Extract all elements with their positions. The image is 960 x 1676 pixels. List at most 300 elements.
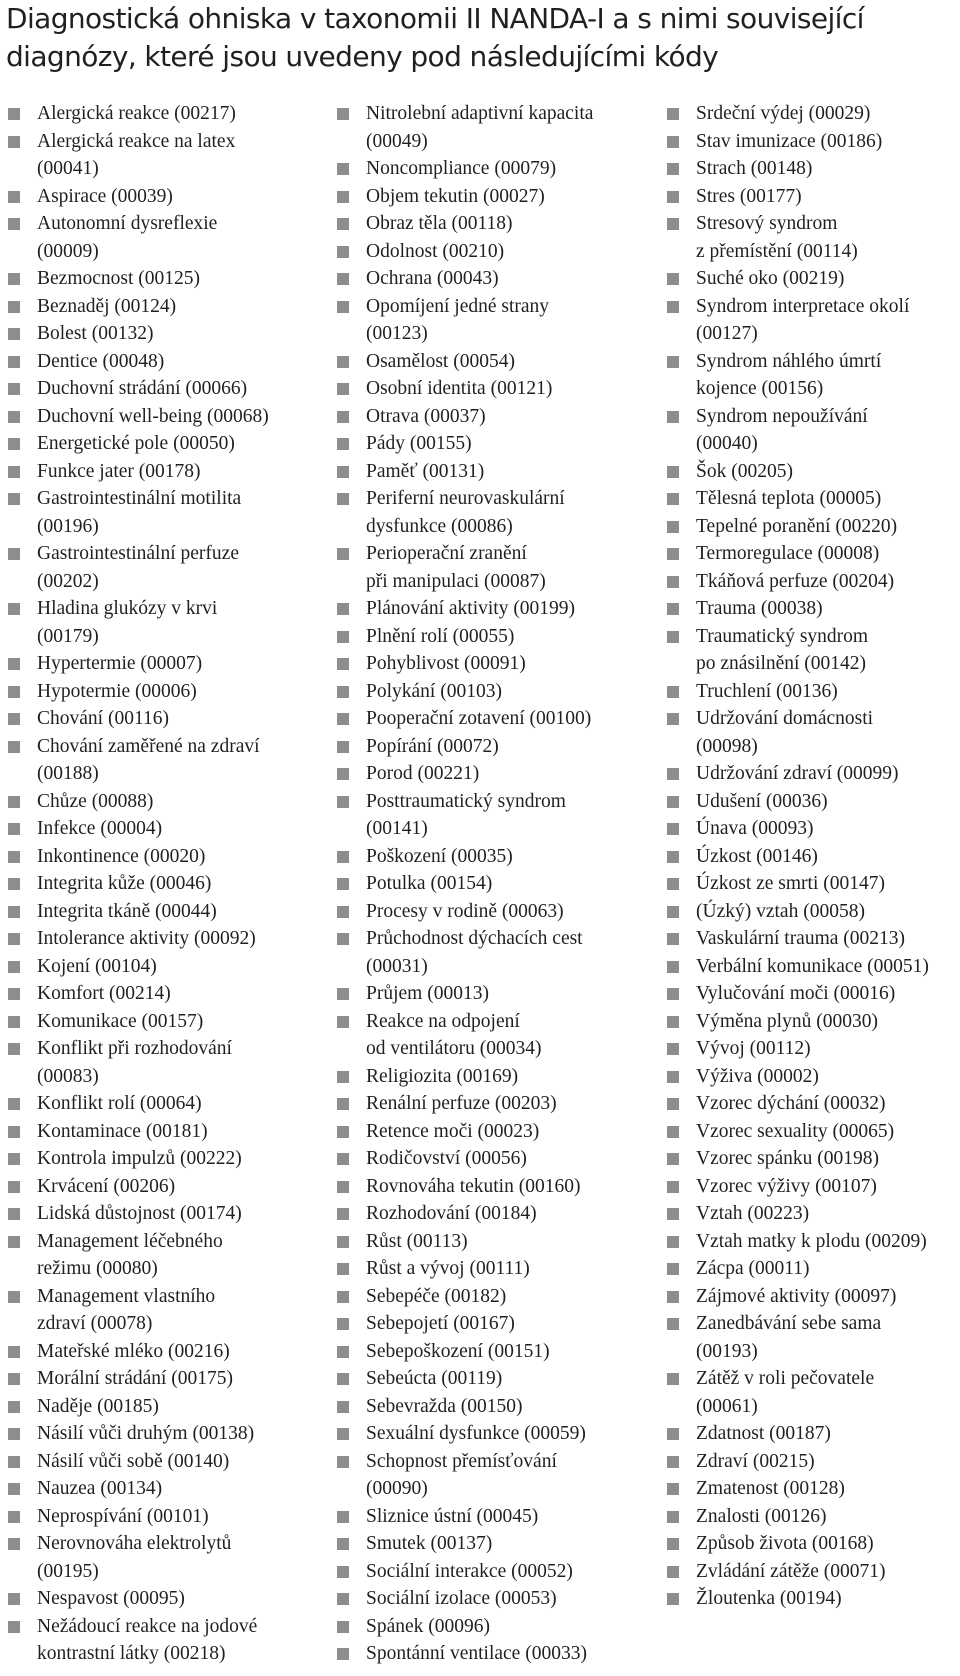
diagnosis-text: Intolerance aktivity (00092) — [37, 928, 256, 949]
diagnosis-item — [337, 1173, 655, 1201]
square-bullet-icon — [667, 1181, 679, 1193]
diagnosis-item — [337, 1448, 655, 1503]
diagnosis-item — [337, 760, 655, 788]
diagnosis-item — [667, 815, 957, 843]
diagnosis-item — [337, 238, 655, 266]
diagnosis-text: Tepelné poranění (00220) — [696, 515, 898, 537]
square-bullet-icon — [8, 493, 20, 505]
square-bullet-icon — [8, 906, 20, 918]
diagnosis-item — [337, 1008, 655, 1063]
diagnosis-text: zdraví (00078) — [37, 1313, 153, 1334]
square-bullet-icon — [667, 878, 679, 890]
diagnosis-text: Vztah matky k plodu (00209) — [696, 1230, 927, 1252]
diagnosis-text: Otrava (00037) — [366, 405, 486, 427]
diagnosis-item — [337, 1613, 655, 1641]
diagnosis-text: Rodičovství (00056) — [366, 1148, 527, 1169]
diagnosis-item — [8, 1173, 326, 1201]
diagnosis-text: Management vlastního — [37, 1285, 216, 1307]
diagnosis-text: (00031) — [366, 955, 428, 977]
diagnosis-item — [337, 843, 655, 871]
diagnosis-item — [667, 513, 957, 541]
diagnosis-text: od ventilátoru (00034) — [366, 1038, 542, 1059]
square-bullet-icon — [8, 1401, 20, 1413]
diagnosis-text: Zácpa (00011) — [696, 1258, 810, 1279]
square-bullet-icon — [337, 1098, 349, 1110]
diagnosis-text: Úzkost (00146) — [696, 845, 818, 867]
diagnosis-item — [667, 1035, 957, 1063]
square-bullet-icon — [337, 273, 349, 285]
diagnosis-text: Krvácení (00206) — [37, 1175, 176, 1197]
square-bullet-icon — [667, 768, 679, 780]
diagnosis-item — [337, 265, 655, 293]
diagnosis-text: Renální perfuze (00203) — [366, 1093, 557, 1114]
diagnosis-item — [667, 128, 957, 156]
diagnosis-text: (00202) — [37, 570, 99, 592]
diagnosis-text: Sebeúcta (00119) — [366, 1368, 503, 1389]
diagnosis-item — [337, 100, 655, 155]
square-bullet-icon — [337, 1153, 349, 1165]
diagnosis-item — [667, 183, 957, 211]
diagnosis-text: Hypertermie (00007) — [37, 653, 203, 674]
diagnosis-text: Sociální interakce (00052) — [366, 1560, 573, 1582]
square-bullet-icon — [667, 1071, 679, 1083]
diagnosis-text: (00083) — [37, 1065, 99, 1087]
square-bullet-icon — [337, 1621, 349, 1633]
diagnosis-text: Zanedbávání sebe sama — [696, 1313, 882, 1334]
square-bullet-icon — [337, 713, 349, 725]
square-bullet-icon — [337, 191, 349, 203]
square-bullet-icon — [8, 658, 20, 670]
diagnosis-text: Noncompliance (00079) — [366, 158, 557, 179]
diagnosis-column-2 — [337, 100, 655, 1668]
diagnosis-text: kojence (00156) — [696, 378, 824, 399]
diagnosis-text: Alergická reakce (00217) — [37, 103, 236, 124]
square-bullet-icon — [667, 191, 679, 203]
diagnosis-item — [8, 1228, 326, 1283]
diagnosis-item — [667, 293, 957, 348]
square-bullet-icon — [8, 191, 20, 203]
square-bullet-icon — [8, 438, 20, 450]
diagnosis-text: Spontánní ventilace (00033) — [366, 1643, 587, 1664]
diagnosis-item — [667, 788, 957, 816]
diagnosis-text: Komfort (00214) — [37, 983, 171, 1004]
square-bullet-icon — [8, 136, 20, 148]
diagnosis-text: Trauma (00038) — [696, 598, 823, 619]
diagnosis-item — [8, 183, 326, 211]
square-bullet-icon — [667, 163, 679, 175]
diagnosis-text: Výměna plynů (00030) — [696, 1010, 878, 1032]
diagnosis-text: Průchodnost dýchacích cest — [366, 928, 583, 949]
diagnosis-text: Religiozita (00169) — [366, 1065, 519, 1087]
diagnosis-text: (00195) — [37, 1560, 99, 1582]
diagnosis-text: Chování zaměřené na zdraví — [37, 735, 260, 757]
square-bullet-icon — [8, 823, 20, 835]
diagnosis-text: Stres (00177) — [696, 185, 802, 207]
square-bullet-icon — [8, 328, 20, 340]
diagnosis-text: Bolest (00132) — [37, 323, 154, 344]
diagnosis-item — [667, 1228, 957, 1256]
diagnosis-text: Poškození (00035) — [366, 845, 513, 867]
diagnosis-text: režimu (00080) — [37, 1258, 158, 1279]
diagnosis-item — [8, 815, 326, 843]
diagnosis-text: Ochrana (00043) — [366, 268, 499, 289]
diagnosis-text: Násilí vůči druhým (00138) — [37, 1423, 255, 1444]
diagnosis-item — [8, 293, 326, 321]
diagnosis-item — [8, 925, 326, 953]
diagnosis-text: Způsob života (00168) — [696, 1533, 874, 1554]
diagnosis-item — [8, 650, 326, 678]
diagnosis-text: Porod (00221) — [366, 763, 480, 784]
diagnosis-item — [337, 623, 655, 651]
diagnosis-item — [337, 733, 655, 761]
diagnosis-item — [667, 1420, 957, 1448]
square-bullet-icon — [337, 356, 349, 368]
diagnosis-text: Zájmové aktivity (00097) — [696, 1285, 897, 1307]
diagnosis-item — [337, 1145, 655, 1173]
diagnosis-item — [337, 293, 655, 348]
diagnosis-item — [667, 568, 957, 596]
diagnosis-item — [337, 1283, 655, 1311]
square-bullet-icon — [8, 411, 20, 423]
square-bullet-icon — [667, 136, 679, 148]
square-bullet-icon — [337, 1511, 349, 1523]
square-bullet-icon — [8, 273, 20, 285]
diagnosis-text: Konflikt rolí (00064) — [37, 1093, 202, 1114]
square-bullet-icon — [337, 1538, 349, 1550]
diagnosis-text: Naděje (00185) — [37, 1395, 159, 1417]
square-bullet-icon — [667, 686, 679, 698]
square-bullet-icon — [8, 1538, 20, 1550]
diagnosis-text: (00127) — [696, 323, 758, 344]
diagnosis-item — [337, 540, 655, 595]
diagnosis-item — [8, 1200, 326, 1228]
square-bullet-icon — [8, 108, 20, 120]
diagnosis-text: (00009) — [37, 240, 99, 262]
square-bullet-icon — [667, 1538, 679, 1550]
diagnosis-text: Objem tekutin (00027) — [366, 185, 545, 207]
square-bullet-icon — [337, 603, 349, 615]
diagnosis-item — [337, 1530, 655, 1558]
square-bullet-icon — [8, 301, 20, 313]
diagnosis-item — [337, 1228, 655, 1256]
diagnosis-text: Vývoj (00112) — [696, 1038, 811, 1059]
diagnosis-text: Konflikt při rozhodování — [37, 1038, 232, 1059]
diagnosis-item — [8, 1365, 326, 1393]
square-bullet-icon — [337, 1071, 349, 1083]
diagnosis-text: z přemístění (00114) — [696, 240, 858, 262]
diagnosis-text: (00179) — [37, 625, 99, 647]
diagnosis-item — [8, 1503, 326, 1531]
diagnosis-text: Chůze (00088) — [37, 790, 154, 812]
square-bullet-icon — [8, 466, 20, 478]
diagnosis-text: Syndrom interpretace okolí — [696, 295, 910, 317]
square-bullet-icon — [667, 273, 679, 285]
square-bullet-icon — [337, 1648, 349, 1660]
diagnosis-item — [337, 595, 655, 623]
diagnosis-text: Šok (00205) — [696, 460, 793, 482]
diagnosis-item — [667, 898, 957, 926]
diagnosis-text: Morální strádání (00175) — [37, 1368, 234, 1389]
diagnosis-text: Polykání (00103) — [366, 680, 502, 702]
diagnosis-item — [8, 1420, 326, 1448]
diagnosis-text: (00041) — [37, 158, 99, 179]
diagnosis-item — [667, 980, 957, 1008]
square-bullet-icon — [667, 548, 679, 560]
diagnosis-text: Reakce na odpojení — [366, 1010, 520, 1032]
diagnosis-item — [8, 1035, 326, 1090]
diagnosis-item — [8, 980, 326, 1008]
square-bullet-icon — [337, 1181, 349, 1193]
diagnosis-text: Management léčebného — [37, 1230, 223, 1252]
diagnosis-item — [337, 485, 655, 540]
diagnosis-text: Tkáňová perfuze (00204) — [696, 570, 895, 592]
square-bullet-icon — [667, 1043, 679, 1055]
square-bullet-icon — [667, 1373, 679, 1385]
diagnosis-text: Nežádoucí reakce na jodové — [37, 1615, 258, 1637]
square-bullet-icon — [8, 1483, 20, 1495]
diagnosis-item — [8, 705, 326, 733]
diagnosis-text: Žloutenka (00194) — [696, 1588, 842, 1609]
square-bullet-icon — [667, 1126, 679, 1138]
square-bullet-icon — [667, 1153, 679, 1165]
diagnosis-item — [8, 210, 326, 265]
diagnosis-text: Zdatnost (00187) — [696, 1423, 831, 1444]
diagnosis-text: Kontrola impulzů (00222) — [37, 1148, 242, 1169]
diagnosis-text: Sexuální dysfunkce (00059) — [366, 1423, 586, 1444]
diagnosis-text: Nespavost (00095) — [37, 1588, 185, 1609]
diagnosis-item — [337, 1090, 655, 1118]
diagnosis-text: Sebepéče (00182) — [366, 1285, 507, 1307]
diagnosis-text: Osobní identita (00121) — [366, 378, 553, 399]
diagnosis-text: kontrastní látky (00218) — [37, 1643, 226, 1664]
diagnosis-text: Plánování aktivity (00199) — [366, 598, 576, 619]
diagnosis-item — [667, 1310, 957, 1365]
square-bullet-icon — [8, 1236, 20, 1248]
square-bullet-icon — [8, 1153, 20, 1165]
square-bullet-icon — [8, 1346, 20, 1358]
diagnosis-text: Sebevražda (00150) — [366, 1395, 523, 1417]
diagnosis-text: Energetické pole (00050) — [37, 433, 235, 454]
square-bullet-icon — [8, 796, 20, 808]
diagnosis-item — [8, 128, 326, 183]
diagnosis-text: Traumatický syndrom — [696, 625, 869, 647]
diagnosis-item — [667, 1008, 957, 1036]
diagnosis-item — [8, 1090, 326, 1118]
diagnosis-text: Stav imunizace (00186) — [696, 130, 883, 152]
square-bullet-icon — [667, 301, 679, 313]
diagnosis-item — [8, 1530, 326, 1585]
diagnosis-item — [8, 1585, 326, 1613]
diagnosis-item — [667, 155, 957, 183]
square-bullet-icon — [667, 1428, 679, 1440]
diagnosis-text: Vzorec výživy (00107) — [696, 1175, 877, 1197]
diagnosis-text: Nerovnováha elektrolytů — [37, 1533, 232, 1554]
square-bullet-icon — [337, 301, 349, 313]
square-bullet-icon — [337, 1373, 349, 1385]
diagnosis-text: Infekce (00004) — [37, 818, 163, 839]
diagnosis-item — [667, 540, 957, 568]
square-bullet-icon — [337, 768, 349, 780]
diagnosis-text: (00098) — [696, 735, 758, 757]
diagnosis-column-3 — [667, 100, 957, 1613]
diagnosis-item — [8, 1008, 326, 1036]
diagnosis-text: Pády (00155) — [366, 433, 472, 454]
diagnosis-item — [667, 678, 957, 706]
square-bullet-icon — [337, 466, 349, 478]
diagnosis-item — [8, 1613, 326, 1668]
diagnosis-text: Paměť (00131) — [366, 460, 485, 482]
diagnosis-item — [337, 870, 655, 898]
square-bullet-icon — [8, 383, 20, 395]
diagnosis-text: Procesy v rodině (00063) — [366, 900, 564, 922]
square-bullet-icon — [337, 246, 349, 258]
diagnosis-text: Verbální komunikace (00051) — [696, 955, 929, 977]
diagnosis-text: Funkce jater (00178) — [37, 460, 201, 482]
diagnosis-item — [337, 1200, 655, 1228]
square-bullet-icon — [667, 493, 679, 505]
square-bullet-icon — [8, 1428, 20, 1440]
diagnosis-text: Sebepojetí (00167) — [366, 1313, 515, 1334]
square-bullet-icon — [667, 576, 679, 588]
diagnosis-text: Osamělost (00054) — [366, 350, 515, 372]
diagnosis-item — [667, 1365, 957, 1420]
square-bullet-icon — [667, 218, 679, 230]
diagnosis-text: Smutek (00137) — [366, 1533, 493, 1554]
square-bullet-icon — [337, 1263, 349, 1275]
square-bullet-icon — [337, 933, 349, 945]
diagnosis-text: Znalosti (00126) — [696, 1505, 827, 1527]
diagnosis-text: Vzorec dýchání (00032) — [696, 1093, 886, 1114]
diagnosis-text: Nauzea (00134) — [37, 1478, 163, 1499]
diagnosis-item — [337, 705, 655, 733]
diagnosis-item — [337, 1503, 655, 1531]
diagnosis-item — [8, 1448, 326, 1476]
diagnosis-text: Hladina glukózy v krvi — [37, 598, 218, 619]
square-bullet-icon — [337, 1208, 349, 1220]
square-bullet-icon — [337, 1126, 349, 1138]
diagnosis-text: Srdeční výdej (00029) — [696, 103, 871, 124]
diagnosis-text: Vztah (00223) — [696, 1203, 810, 1224]
diagnosis-text: (00188) — [37, 763, 99, 784]
square-bullet-icon — [8, 1373, 20, 1385]
square-bullet-icon — [337, 1016, 349, 1028]
diagnosis-text: Duchovní well-being (00068) — [37, 405, 269, 427]
diagnosis-text: Integrita tkáně (00044) — [37, 900, 217, 922]
square-bullet-icon — [8, 933, 20, 945]
diagnosis-item — [8, 320, 326, 348]
diagnosis-text: Suché oko (00219) — [696, 268, 845, 289]
diagnosis-text: Mateřské mléko (00216) — [37, 1340, 230, 1362]
diagnosis-text: Perioperační zranění — [366, 543, 527, 564]
square-bullet-icon — [667, 988, 679, 1000]
diagnosis-text: Zdraví (00215) — [696, 1450, 815, 1472]
square-bullet-icon — [667, 1456, 679, 1468]
diagnosis-item — [667, 1585, 957, 1613]
square-bullet-icon — [337, 851, 349, 863]
diagnosis-item — [337, 348, 655, 376]
diagnosis-text: (00061) — [696, 1395, 758, 1417]
square-bullet-icon — [337, 1593, 349, 1605]
diagnosis-item — [667, 623, 957, 678]
diagnosis-item — [337, 1558, 655, 1586]
diagnosis-text: Průjem (00013) — [366, 983, 489, 1004]
square-bullet-icon — [667, 603, 679, 615]
square-bullet-icon — [8, 356, 20, 368]
diagnosis-text: Vaskulární trauma (00213) — [696, 928, 906, 949]
diagnosis-item — [337, 925, 655, 980]
diagnosis-text: Periferní neurovaskulární — [366, 488, 565, 509]
diagnosis-item — [337, 650, 655, 678]
diagnosis-text: (Úzký) vztah (00058) — [696, 900, 865, 922]
diagnosis-text: Růst a vývoj (00111) — [366, 1258, 530, 1279]
diagnosis-text: Tělesná teplota (00005) — [696, 488, 882, 509]
diagnosis-item — [8, 870, 326, 898]
square-bullet-icon — [8, 1593, 20, 1605]
diagnosis-text: Bezmocnost (00125) — [37, 268, 201, 289]
square-bullet-icon — [337, 383, 349, 395]
square-bullet-icon — [8, 1621, 20, 1633]
square-bullet-icon — [337, 1291, 349, 1303]
diagnosis-item — [337, 375, 655, 403]
square-bullet-icon — [337, 1456, 349, 1468]
square-bullet-icon — [667, 713, 679, 725]
diagnosis-text: (00090) — [366, 1478, 428, 1499]
diagnosis-text: Rozhodování (00184) — [366, 1203, 537, 1224]
square-bullet-icon — [337, 163, 349, 175]
diagnosis-text: (00196) — [37, 515, 99, 537]
diagnosis-item — [8, 1283, 326, 1338]
diagnosis-text: Vzorec spánku (00198) — [696, 1148, 880, 1169]
diagnosis-text: Růst (00113) — [366, 1230, 468, 1252]
diagnosis-text: Zvládání zátěže (00071) — [696, 1560, 886, 1582]
diagnosis-column-1 — [8, 100, 326, 1668]
diagnosis-item — [8, 100, 326, 128]
square-bullet-icon — [667, 356, 679, 368]
square-bullet-icon — [667, 796, 679, 808]
diagnosis-text: při manipulaci (00087) — [366, 570, 546, 592]
square-bullet-icon — [337, 1346, 349, 1358]
diagnosis-text: Opomíjení jedné strany — [366, 295, 550, 317]
diagnosis-text: Sociální izolace (00053) — [366, 1588, 557, 1609]
diagnosis-item — [337, 430, 655, 458]
diagnosis-text: Strach (00148) — [696, 158, 813, 179]
square-bullet-icon — [667, 1511, 679, 1523]
diagnosis-item — [337, 1118, 655, 1146]
diagnosis-item — [667, 1173, 957, 1201]
square-bullet-icon — [337, 218, 349, 230]
diagnosis-text: Zmatenost (00128) — [696, 1478, 845, 1499]
square-bullet-icon — [667, 1263, 679, 1275]
diagnosis-item — [667, 760, 957, 788]
diagnosis-item — [8, 430, 326, 458]
square-bullet-icon — [8, 548, 20, 560]
diagnosis-text: po znásilnění (00142) — [696, 653, 867, 674]
diagnosis-item — [8, 953, 326, 981]
diagnosis-item — [8, 265, 326, 293]
square-bullet-icon — [8, 686, 20, 698]
square-bullet-icon — [667, 1566, 679, 1578]
square-bullet-icon — [337, 411, 349, 423]
diagnosis-text: Stresový syndrom — [696, 213, 838, 234]
diagnosis-text: Pohyblivost (00091) — [366, 653, 526, 674]
diagnosis-text: Sebepoškození (00151) — [366, 1340, 550, 1362]
page-title: Diagnostická ohniska v taxonomii II NANDA-I a s nimi související diagnózy, které jsou uvedeny pod následujícími kódy — [6, 2, 864, 73]
diagnosis-item — [337, 1063, 655, 1091]
square-bullet-icon — [337, 988, 349, 1000]
diagnosis-item — [667, 210, 957, 265]
square-bullet-icon — [667, 906, 679, 918]
diagnosis-item — [337, 1310, 655, 1338]
